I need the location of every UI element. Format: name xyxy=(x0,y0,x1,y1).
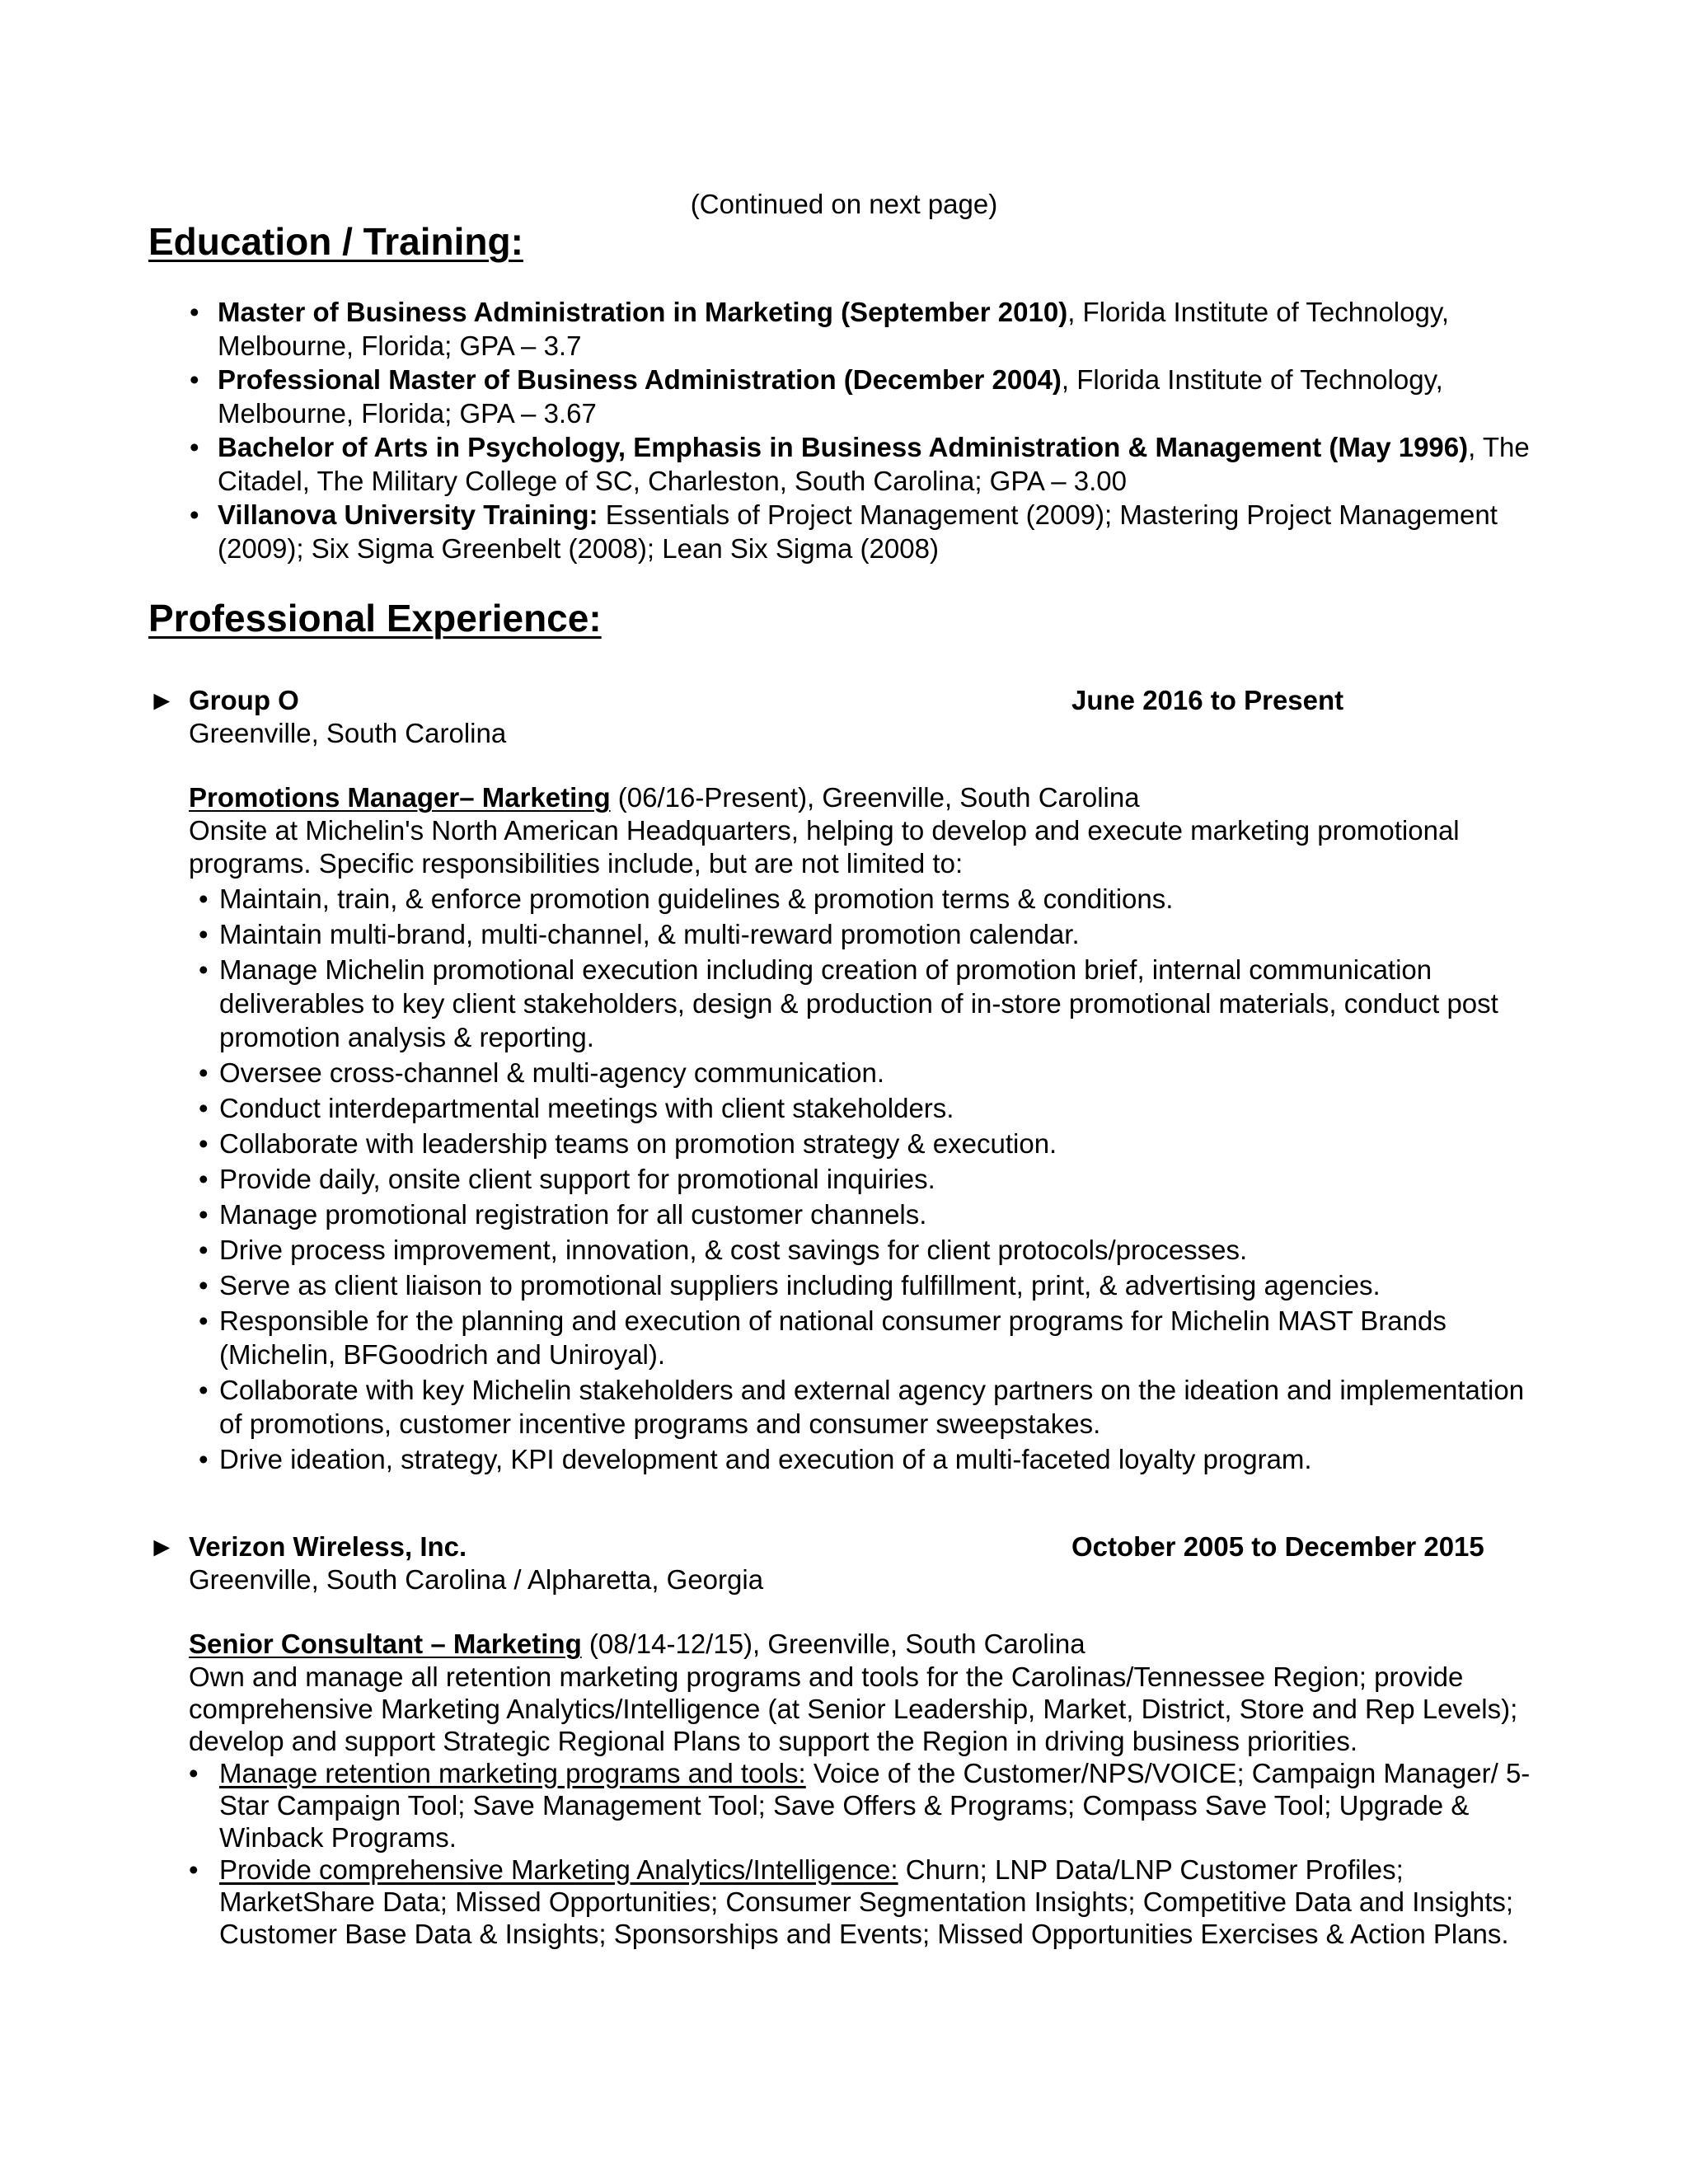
role-detail: (08/14-12/15), Greenville, South Carolina xyxy=(581,1629,1085,1659)
responsibility-item: • Responsible for the planning and execution of national consumer programs for Michelin MAST Brands (Michelin, BFGoodrich and Uniroyal). xyxy=(189,1304,1540,1371)
education-list xyxy=(190,295,1541,565)
job-header xyxy=(148,684,1550,717)
job-body xyxy=(189,1628,1550,1950)
role-summary: Own and manage all retention marketing programs and tools for the Carolinas/Tennessee Region; provide comprehensive Marketing Analytics/Intelligence (at Senior Leadership, Market, District, Store and Rep Levels); develop and support Strategic Regional Plans to support the Region in driving business priorities. xyxy=(189,1661,1518,1756)
responsibility-item: • Serve as client liaison to promotional suppliers including fulfillment, print, & advertising agencies. xyxy=(189,1268,1540,1302)
job-dates: June 2016 to Present xyxy=(1071,685,1344,715)
role-line xyxy=(189,1628,1550,1661)
responsibility-item: • Provide daily, onsite client support for promotional inquiries. xyxy=(189,1162,1540,1196)
responsibility-item: • Drive process improvement, innovation, & cost savings for client protocols/processes. xyxy=(189,1233,1540,1267)
arrow-icon: ► xyxy=(148,1531,176,1562)
detail-item xyxy=(189,1757,1540,1854)
role-title: Promotions Manager– Marketing xyxy=(189,782,611,813)
job-body xyxy=(189,781,1550,1476)
role-line xyxy=(189,781,1550,814)
job-verizon-wireless xyxy=(148,1530,1550,1950)
detail-text: Churn; LNP Data/LNP Customer Profiles; MarketShare Data; Missed Opportunities; Consumer Segmentation Insights; Competitive Data and Insights; Customer Base Data & Insights; Sponsorships and Events; Missed Opportunities Exercises & Action Plans. xyxy=(219,1854,1514,1949)
education-degree: Professional Master of Business Administration (December 2004) xyxy=(218,364,1062,395)
responsibility-list xyxy=(189,882,1540,1476)
job-location: Greenville, South Carolina xyxy=(189,718,507,748)
experience-heading: Professional Experience: xyxy=(148,597,602,640)
responsibility-item: • Oversee cross-channel & multi-agency communication. xyxy=(189,1056,1540,1090)
education-item xyxy=(190,363,1541,430)
responsibility-item: • Drive ideation, strategy, KPI development and execution of a multi-faceted loyalty program. xyxy=(189,1442,1540,1476)
job-header xyxy=(148,1530,1550,1563)
job-group-o xyxy=(148,684,1550,1476)
responsibility-item: • Manage Michelin promotional execution including creation of promotion brief, internal communication deliverables to key client stakeholders, design & production of in-store promotional materials, conduct post promotion analysis & reporting. xyxy=(189,953,1540,1054)
detail-label: Manage retention marketing programs and tools: xyxy=(219,1758,806,1788)
education-detail: , The Citadel, The Military College of SC, Charleston, South Carolina; GPA – 3.00 xyxy=(218,432,1530,496)
responsibility-item: • Manage promotional registration for all customer channels. xyxy=(189,1197,1540,1231)
job-company: Verizon Wireless, Inc. xyxy=(189,1531,467,1562)
job-location: Greenville, South Carolina / Alpharetta, Georgia xyxy=(189,1564,764,1595)
detail-item xyxy=(189,1854,1540,1950)
arrow-icon: ► xyxy=(148,685,176,715)
detail-text: Voice of the Customer/NPS/VOICE; Campaign Manager/ 5-Star Campaign Tool; Save Management Tool; Save Offers & Programs; Compass Save Tool; Upgrade & Winback Programs. xyxy=(219,1758,1531,1853)
job-dates: October 2005 to December 2015 xyxy=(1071,1531,1484,1562)
responsibility-item: • Maintain multi-brand, multi-channel, & multi-reward promotion calendar. xyxy=(189,917,1540,951)
role-summary: Onsite at Michelin's North American Headquarters, helping to develop and execute marketing promotional programs. Specific responsibilities include, but are not limited to: xyxy=(189,815,1460,879)
continued-note: (Continued on next page) xyxy=(690,189,998,219)
detail-list xyxy=(189,1757,1540,1950)
education-item xyxy=(190,430,1541,498)
role-title: Senior Consultant – Marketing xyxy=(189,1629,582,1659)
education-degree: Bachelor of Arts in Psychology, Emphasis in Business Administration & Management (May 1996) xyxy=(218,432,1469,462)
education-detail: , Florida Institute of Technology, Melbourne, Florida; GPA – 3.67 xyxy=(218,364,1443,429)
role-detail: (06/16-Present), Greenville, South Carolina xyxy=(610,782,1140,813)
education-detail: , Florida Institute of Technology, Melbourne, Florida; GPA – 3.7 xyxy=(218,297,1450,361)
education-degree: Master of Business Administration in Marketing (September 2010) xyxy=(218,297,1068,327)
education-degree: Villanova University Training: xyxy=(218,499,598,530)
education-item xyxy=(190,498,1541,565)
responsibility-item: • Maintain, train, & enforce promotion guidelines & promotion terms & conditions. xyxy=(189,882,1540,916)
job-company: Group O xyxy=(189,685,299,715)
detail-label: Provide comprehensive Marketing Analytics/Intelligence: xyxy=(219,1854,898,1885)
education-heading: Education / Training: xyxy=(148,220,523,263)
education-detail: Essentials of Project Management (2009); Mastering Project Management (2009); Six Sigma Greenbelt (2008); Lean Six Sigma (2008) xyxy=(218,499,1498,564)
responsibility-item: • Conduct interdepartmental meetings with client stakeholders. xyxy=(189,1091,1540,1125)
responsibility-item: • Collaborate with key Michelin stakeholders and external agency partners on the ideation and implementation of promotions, customer incentive programs and consumer sweepstakes. xyxy=(189,1373,1540,1441)
responsibility-item: • Collaborate with leadership teams on promotion strategy & execution. xyxy=(189,1127,1540,1160)
education-item xyxy=(190,295,1541,363)
